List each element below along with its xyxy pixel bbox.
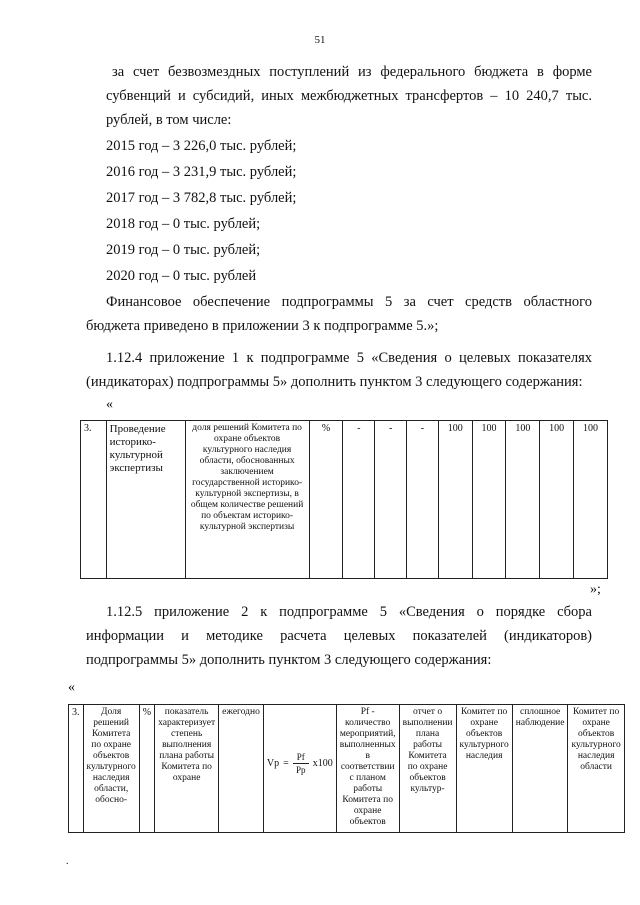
item-1-12-5: 1.12.5 приложение 2 к подпрограмме 5 «Сведения о порядке сбора информации и методике расчета целевых показателей (индикаторов) подпрограммы 5» дополнить пунктом 3 следующего содержания: [86,604,592,668]
formula [267,751,333,776]
table-row [81,421,608,579]
value-cell: 100 [574,421,608,579]
value-cell: 100 [506,421,540,579]
method-cell: сплошное наблюдение [512,705,568,833]
methodology-table [68,704,625,833]
value-cell: 100 [540,421,574,579]
open-quote-2: « [68,680,75,695]
row-number: 3. [81,421,107,579]
value-cell: - [375,421,407,579]
activity-name: Проведение историко-культурной экспертизы [106,421,185,579]
formula-multiplier: x100 [312,757,333,769]
value-cell: - [343,421,375,579]
page-number: 51 [314,34,326,46]
value-cell: 100 [472,421,506,579]
indicators-table [80,420,608,579]
responsible-cell: Комитет по охране объектов культурного наследия области [568,705,624,833]
item-1-12-4: 1.12.4 приложение 1 к подпрограмме 5 «Сведения о целевых показателях (индикаторах) подпрограммы 5» дополнить пунктом 3 следующего содержания: [86,350,592,390]
footer-mark: . [66,856,69,867]
year-line: 2016 год – 3 231,9 тыс. рублей; [106,164,297,180]
formula-denominator: Pp [295,765,306,775]
formula-lhs: Vp [266,757,280,769]
intro-paragraph: за счет безвозмездных поступлений из федерального бюджета в форме субвенций и субсидий, иных межбюджетных трансфертов – 10 240,7 тыс. рублей, в том числе: [106,64,592,128]
close-quote: »; [590,582,601,597]
year-line: 2017 год – 3 782,8 тыс. рублей; [106,190,297,206]
unit-cell: % [139,705,154,833]
equals-sign: = [283,757,289,769]
indicator-name: доля решений Комитета по охране объектов культурного наследия области, обоснованных заключением государственной историко-культурной экспертизы, в общем количестве решений по объектам историко-культурной экспертизы [185,421,309,579]
formula-numerator: Pf [296,752,305,762]
table-row [69,705,625,833]
years-list [106,134,296,288]
unit-cell: % [309,421,343,579]
period-cell: ежегодно [219,705,264,833]
year-line: 2018 год – 0 тыс. рублей; [106,216,261,232]
year-line: 2019 год – 0 тыс. рублей; [106,242,261,258]
year-line: 2015 год – 3 226,0 тыс. рублей; [106,138,297,154]
open-quote: « [106,397,113,412]
formula-fraction [293,751,309,776]
variables-cell: Pf - количество мероприятий, выполненных в соответствии с планом работы Комитета по охране объектов [336,705,399,833]
finance-paragraph: Финансовое обеспечение подпрограммы 5 за счет средств областного бюджета приведено в приложении 3 к подпрограмме 5.»; [86,294,592,334]
value-cell: - [407,421,439,579]
source-cell: отчет о выполнении плана работы Комитета по охране объектов культур- [399,705,456,833]
year-line: 2020 год – 0 тыс. рублей [106,268,257,284]
indicator-name: Доля решений Комитета по охране объектов культурного наследия области, обосно- [83,705,139,833]
reporter-cell: Комитет по охране объектов культурного наследия [456,705,512,833]
row-number: 3. [69,705,84,833]
value-cell: 100 [438,421,472,579]
indicator-description: показатель характеризует степень выполнения плана работы Комитета по охране [155,705,219,833]
formula-cell [263,705,336,833]
